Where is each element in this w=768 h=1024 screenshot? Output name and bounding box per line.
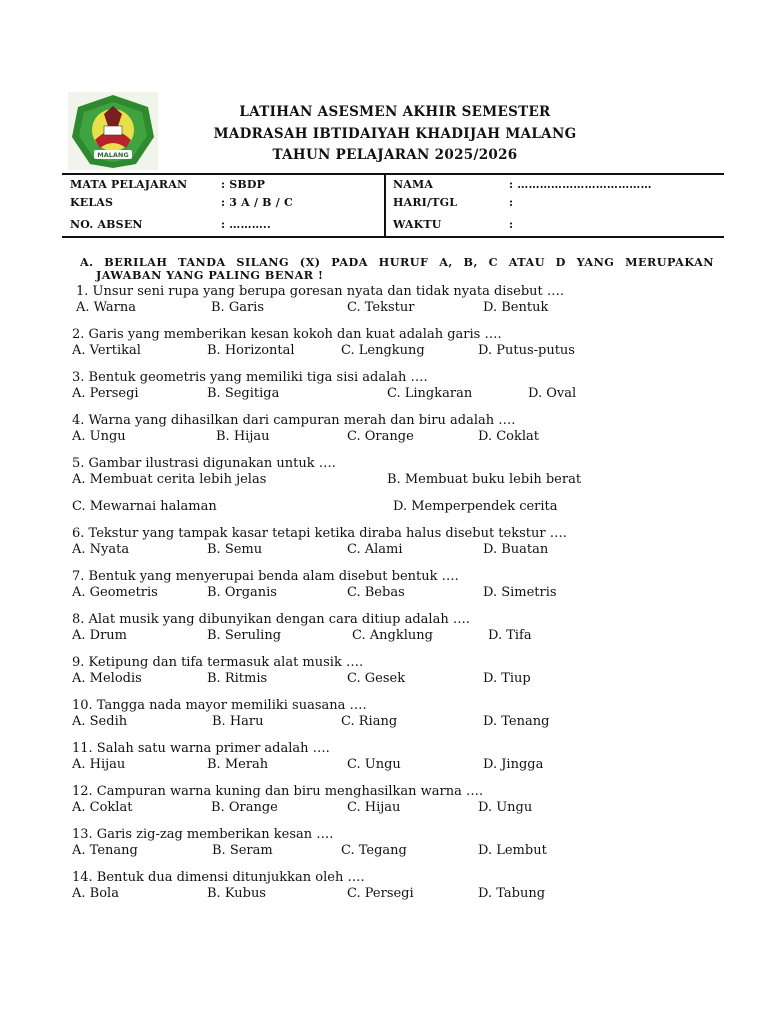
question-5-option-c[interactable]: C. Mewarnai halaman: [72, 499, 217, 514]
value-hari: :: [509, 196, 514, 209]
question-5: 5. Gambar ilustrasi digunakan untuk ….: [72, 456, 336, 471]
question-4-option-a[interactable]: A. Ungu: [72, 429, 126, 444]
value-mapel: : SBDP: [221, 178, 266, 191]
question-1-option-b[interactable]: B. Garis: [211, 300, 264, 315]
question-12: 12. Campuran warna kuning dan biru menghasilkan warna ….: [72, 784, 484, 799]
question-13-option-b[interactable]: B. Seram: [212, 843, 273, 858]
label-absen: NO. ABSEN: [70, 218, 143, 231]
question-2-option-b[interactable]: B. Horizontal: [207, 343, 295, 358]
question-4: 4. Warna yang dihasilkan dari campuran merah dan biru adalah ….: [72, 413, 516, 428]
question-11-option-a[interactable]: A. Hijau: [72, 757, 126, 772]
question-5-option-b[interactable]: B. Membuat buku lebih berat: [387, 472, 582, 487]
question-5-option-d[interactable]: D. Memperpendek cerita: [393, 499, 558, 514]
value-kelas: : 3 A / B / C: [221, 196, 293, 209]
header-year: TAHUN PELAJARAN 2025/2026: [272, 147, 518, 163]
logo-text: MALANG: [97, 151, 129, 159]
divider-bottom: [62, 236, 724, 238]
question-13: 13. Garis zig-zag memberikan kesan ….: [72, 827, 334, 842]
question-13-option-d[interactable]: D. Lembut: [478, 843, 547, 858]
instruction-line1: A. BERILAH TANDA SILANG (X) PADA HURUF A, B, C ATAU D YANG MERUPAKAN: [80, 255, 714, 269]
value-absen: : ………..: [221, 218, 271, 231]
question-8-option-a[interactable]: A. Drum: [72, 628, 127, 643]
question-6-option-d[interactable]: D. Buatan: [483, 542, 549, 557]
question-6-option-a[interactable]: A. Nyata: [72, 542, 130, 557]
question-3: 3. Bentuk geometris yang memiliki tiga sisi adalah ….: [72, 370, 428, 385]
question-1-option-a[interactable]: A. Warna: [76, 300, 136, 315]
question-9-option-b[interactable]: B. Ritmis: [207, 671, 268, 686]
instruction-line2: JAWABAN YANG PALING BENAR !: [96, 268, 324, 282]
question-14: 14. Bentuk dua dimensi ditunjukkan oleh ….: [72, 870, 365, 885]
question-5-option-a[interactable]: A. Membuat cerita lebih jelas: [72, 472, 267, 487]
question-8: 8. Alat musik yang dibunyikan dengan cara ditiup adalah ….: [72, 612, 470, 627]
question-6-option-c[interactable]: C. Alami: [347, 542, 403, 557]
question-12-option-b[interactable]: B. Orange: [211, 800, 278, 815]
question-2-option-d[interactable]: D. Putus-putus: [478, 343, 575, 358]
question-10-option-d[interactable]: D. Tenang: [483, 714, 550, 729]
question-1: 1. Unsur seni rupa yang berupa goresan nyata dan tidak nyata disebut ….: [76, 284, 565, 299]
label-waktu: WAKTU: [393, 218, 442, 231]
divider-vertical: [384, 174, 386, 236]
question-11-option-d[interactable]: D. Jingga: [483, 757, 544, 772]
question-14-option-b[interactable]: B. Kubus: [207, 886, 266, 901]
label-mapel: MATA PELAJARAN: [70, 178, 188, 191]
label-kelas: KELAS: [70, 196, 114, 209]
question-13-option-c[interactable]: C. Tegang: [341, 843, 407, 858]
header-title: LATIHAN ASESMEN AKHIR SEMESTER: [239, 104, 551, 120]
school-logo: [68, 92, 158, 170]
question-8-option-c[interactable]: C. Angklung: [352, 628, 433, 643]
question-11-option-c[interactable]: C. Ungu: [347, 757, 401, 772]
label-nama: NAMA: [393, 178, 434, 191]
question-12-option-a[interactable]: A. Coklat: [72, 800, 133, 815]
question-3-option-b[interactable]: B. Segitiga: [207, 386, 280, 401]
question-1-option-c[interactable]: C. Tekstur: [347, 300, 415, 315]
question-11: 11. Salah satu warna primer adalah ….: [72, 741, 330, 756]
label-hari: HARI/TGL: [393, 196, 458, 209]
question-7-option-b[interactable]: B. Organis: [207, 585, 277, 600]
question-2-option-c[interactable]: C. Lengkung: [341, 343, 425, 358]
question-12-option-d[interactable]: D. Ungu: [478, 800, 533, 815]
question-3-option-d[interactable]: D. Oval: [528, 386, 577, 401]
question-2-option-a[interactable]: A. Vertikal: [72, 343, 141, 358]
question-10-option-b[interactable]: B. Haru: [212, 714, 264, 729]
value-nama: : ………………………………: [509, 178, 652, 191]
question-9-option-c[interactable]: C. Gesek: [347, 671, 406, 686]
divider-top: [62, 173, 724, 175]
question-12-option-c[interactable]: C. Hijau: [347, 800, 401, 815]
question-9-option-d[interactable]: D. Tiup: [483, 671, 531, 686]
question-2: 2. Garis yang memberikan kesan kokoh dan kuat adalah garis ….: [72, 327, 502, 342]
question-9-option-a[interactable]: A. Melodis: [72, 671, 142, 686]
question-14-option-c[interactable]: C. Persegi: [347, 886, 414, 901]
question-10: 10. Tangga nada mayor memiliki suasana ….: [72, 698, 367, 713]
question-9: 9. Ketipung dan tifa termasuk alat musik ….: [72, 655, 364, 670]
question-10-option-a[interactable]: A. Sedih: [72, 714, 128, 729]
question-7-option-c[interactable]: C. Bebas: [347, 585, 405, 600]
question-3-option-a[interactable]: A. Persegi: [72, 386, 139, 401]
question-7-option-d[interactable]: D. Simetris: [483, 585, 557, 600]
question-8-option-d[interactable]: D. Tifa: [488, 628, 532, 643]
question-4-option-d[interactable]: D. Coklat: [478, 429, 540, 444]
question-4-option-b[interactable]: B. Hijau: [216, 429, 270, 444]
question-7-option-a[interactable]: A. Geometris: [72, 585, 158, 600]
question-10-option-c[interactable]: C. Riang: [341, 714, 398, 729]
question-7: 7. Bentuk yang menyerupai benda alam disebut bentuk ….: [72, 569, 459, 584]
question-6: 6. Tekstur yang tampak kasar tetapi ketika diraba halus disebut tekstur ….: [72, 526, 567, 541]
value-waktu: :: [509, 218, 514, 231]
question-4-option-c[interactable]: C. Orange: [347, 429, 414, 444]
question-8-option-b[interactable]: B. Seruling: [207, 628, 282, 643]
question-14-option-d[interactable]: D. Tabung: [478, 886, 546, 901]
question-6-option-b[interactable]: B. Semu: [207, 542, 263, 557]
question-3-option-c[interactable]: C. Lingkaran: [387, 386, 473, 401]
question-11-option-b[interactable]: B. Merah: [207, 757, 269, 772]
question-14-option-a[interactable]: A. Bola: [72, 886, 119, 901]
header-school: MADRASAH IBTIDAIYAH KHADIJAH MALANG: [213, 126, 577, 142]
question-13-option-a[interactable]: A. Tenang: [72, 843, 138, 858]
question-1-option-d[interactable]: D. Bentuk: [483, 300, 549, 315]
